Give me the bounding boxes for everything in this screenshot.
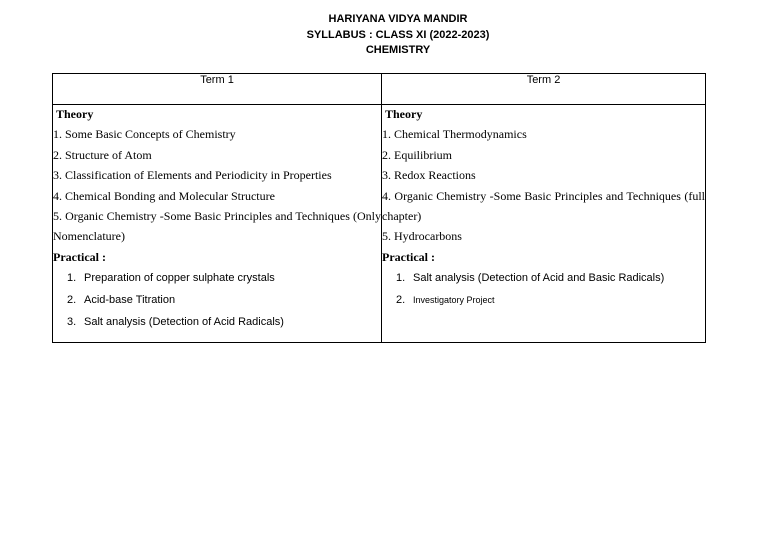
table-header-row — [53, 74, 706, 105]
term-2-practical-list — [382, 267, 705, 311]
term-1-theory-item: 2. Structure of Atom — [53, 147, 152, 162]
syllabus-table — [52, 73, 706, 343]
term-2-theory-label: Theory — [385, 107, 423, 121]
list-text: Salt analysis (Detection of Acid and Basic Radicals) — [413, 272, 665, 285]
list-item — [382, 289, 705, 311]
list-number: 2. — [67, 294, 77, 307]
list-item — [382, 267, 705, 289]
term-1-content — [53, 105, 382, 343]
term-2-content — [382, 105, 706, 343]
list-number: 3. — [67, 316, 77, 329]
school-name: HARIYANA VIDYA MANDIR — [328, 13, 468, 25]
table-content-row — [53, 105, 706, 343]
term-1-practical-list — [53, 267, 381, 333]
term-1-header: Term 1 — [53, 74, 382, 105]
term-1-practical-label: Practical : — [53, 249, 106, 264]
list-item — [53, 267, 381, 289]
list-text: Preparation of copper sulphate crystals — [84, 272, 275, 285]
term-1-theory-item: 1. Some Basic Concepts of Chemistry — [53, 127, 236, 142]
term-2-theory-item: 5. Hydrocarbons — [382, 229, 462, 244]
list-number: 1. — [67, 272, 77, 285]
list-number: 2. — [396, 294, 406, 307]
term-2-theory-item: 2. Equilibrium — [382, 147, 452, 162]
term-1-theory-item: 5. Organic Chemistry -Some Basic Principles and Techniques (Only Nomenclature) — [53, 209, 381, 244]
list-text: Investigatory Project — [413, 295, 495, 306]
list-item — [53, 311, 381, 333]
term-2-header: Term 2 — [382, 74, 706, 105]
term-1-theory-item: 4. Chemical Bonding and Molecular Structure — [53, 188, 275, 203]
term-2-theory-item: 1. Chemical Thermodynamics — [382, 127, 527, 142]
term-2-theory-item: 4. Organic Chemistry -Some Basic Principles and Techniques (full chapter) — [382, 188, 705, 224]
list-number: 1. — [396, 272, 406, 285]
subject-title: CHEMISTRY — [365, 44, 431, 56]
term-1-theory-label: Theory — [56, 107, 94, 121]
term-1-theory-item: 3. Classification of Elements and Periodicity in Properties — [53, 168, 332, 183]
term-2-theory-item: 3. Redox Reactions — [382, 168, 476, 183]
list-text: Acid-base Titration — [84, 294, 176, 307]
list-item — [53, 289, 381, 311]
list-text: Salt analysis (Detection of Acid Radicals) — [84, 316, 284, 329]
term-2-practical-label: Practical : — [382, 249, 435, 264]
syllabus-title: SYLLABUS : CLASS XI (2022-2023) — [306, 29, 490, 41]
